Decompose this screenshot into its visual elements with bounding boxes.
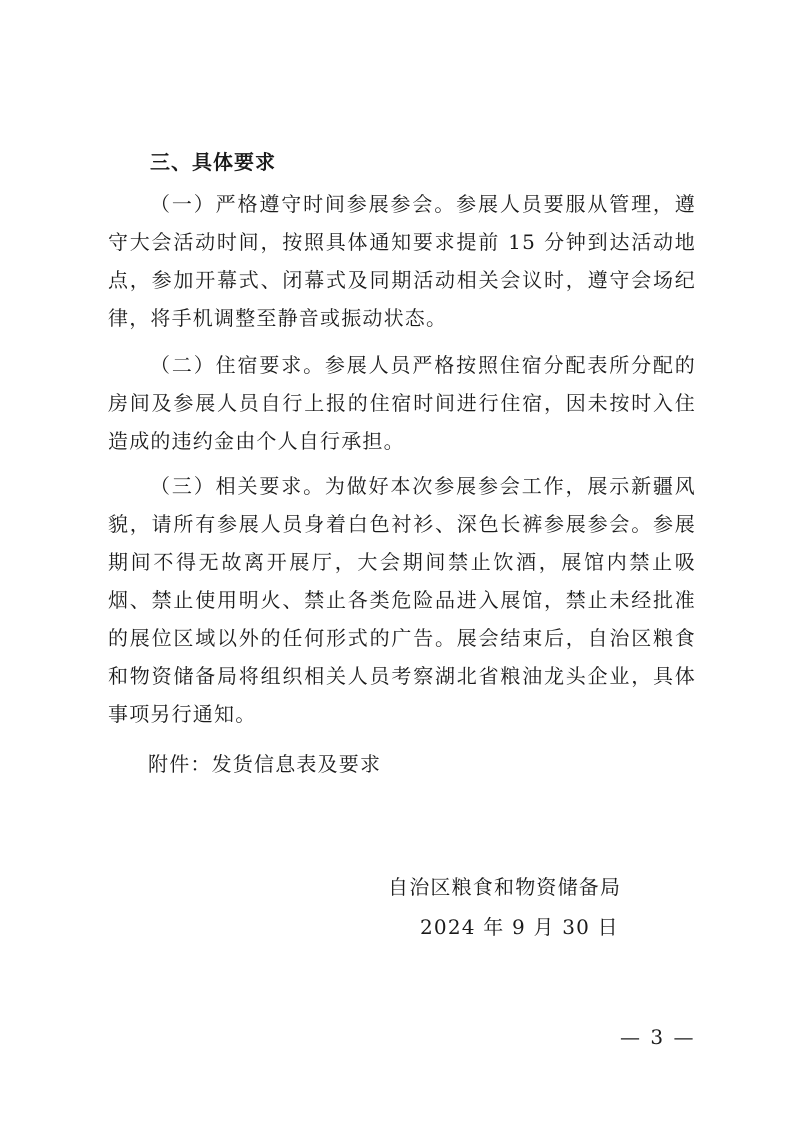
paragraph-related-requirement: （三）相关要求。为做好本次参展参会工作，展示新疆风貌，请所有参展人员身着白色衬衫、深色长裤参展参会。参展期间不得无故离开展厅，大会期间禁止饮酒，展馆内禁止吸烟、禁止使用明火、禁止各类危险品进入展馆，禁止未经批准的展位区域以外的任何形式的广告。展会结束后，自治区粮食和物资储备局将组织相关人员考察湖北省粮油龙头企业，具体事项另行通知。 — [108, 474, 696, 726]
paragraph-time-requirement: （一）严格遵守时间参展参会。参展人员要服从管理，遵守大会活动时间，按照具体通知要求提前 15 分钟到达活动地点，参加开幕式、闭幕式及同期活动相关会议时，遵守会场纪律，将手机调整至静音或振动状态。 — [108, 192, 696, 330]
page-number: — 3 — — [620, 1025, 696, 1049]
attachment-line: 附件：发货信息表及要求 — [148, 752, 382, 776]
signature-date: 2024 年 9 月 30 日 — [420, 915, 619, 939]
signature-org: 自治区粮食和物资储备局 — [388, 875, 622, 899]
paragraph-accommodation-requirement: （二）住宿要求。参展人员严格按照住宿分配表所分配的房间及参展人员自行上报的住宿时间进行住宿，因未按时入住造成的违约金由个人自行承担。 — [108, 353, 696, 453]
signature-block — [388, 867, 628, 947]
section-heading: 三、具体要求 — [150, 150, 276, 174]
